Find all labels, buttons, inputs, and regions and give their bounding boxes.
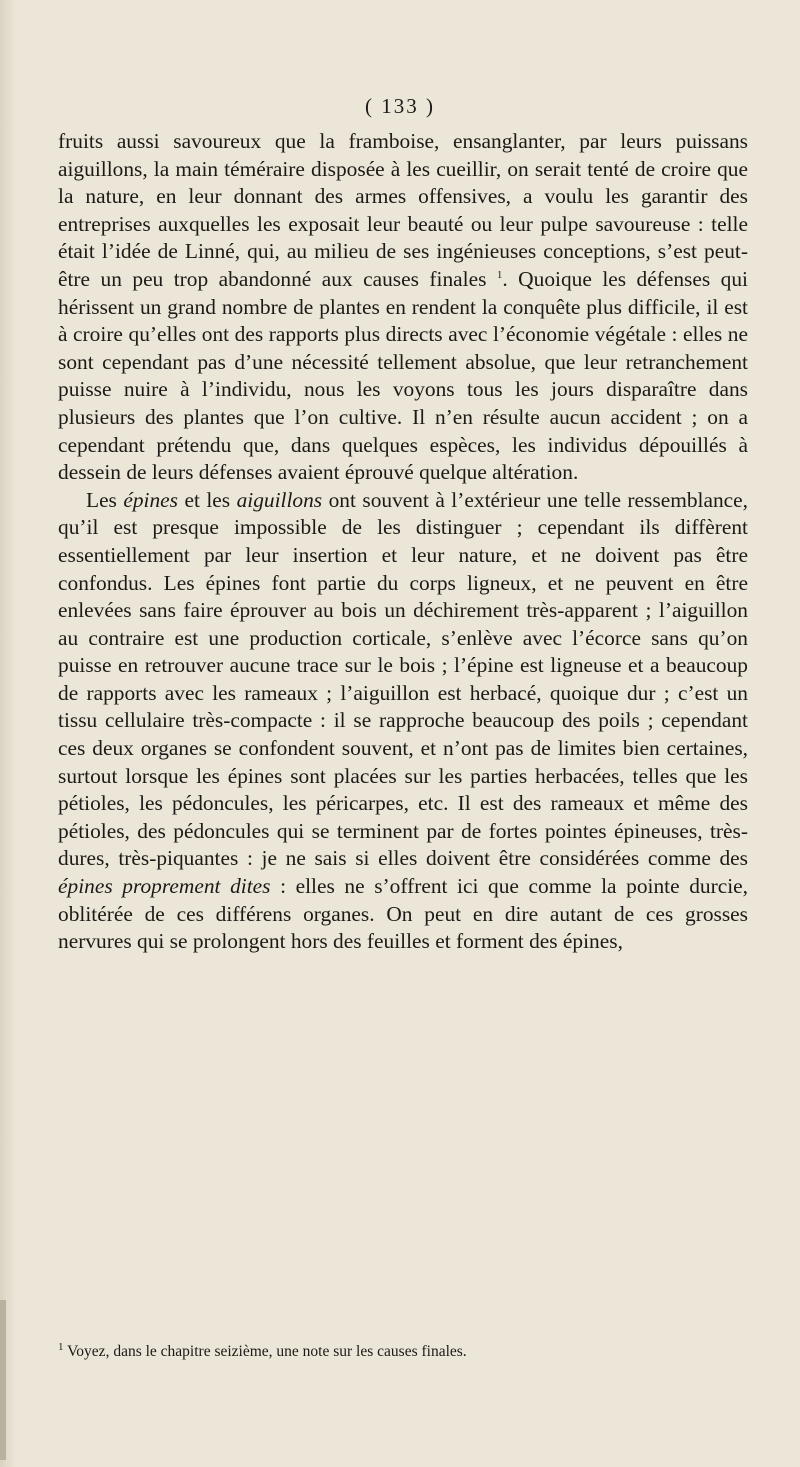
paragraph-2-text-d: : elles ne s’offrent ici que comme la pointe durcie, oblitérée de ces différens organes. On peut en dire autant de ces grosses nervures qui se prolongent hors des feuilles et forment des épines,: [58, 874, 748, 954]
footnote-text: Voyez, dans le chapitre seizième, une note sur les causes finales.: [67, 1343, 467, 1360]
footnote-reference: 1: [496, 268, 503, 281]
body-text: [58, 128, 748, 956]
footnote-marker: 1: [58, 1340, 64, 1353]
paragraph-2-text-b: et les: [178, 487, 237, 512]
footnote: [58, 1342, 748, 1362]
binding-mark: [0, 1300, 6, 1460]
page-number: ( 133 ): [365, 94, 435, 118]
paragraph-1-text: fruits aussi savoureux que la framboise, ensanglanter, par leurs puissans aiguillons, la main téméraire disposée à les cueillir, on serait tenté de croire que la nature, en leur donnant des armes offensives, a voulu les garantir des entreprises auxquelles les exposait leur beauté ou leur pulpe savoureuse : telle était l’idée de Linné, qui, au milieu de ses ingénieuses conceptions, s’est peut-être un peu trop abandonné aux causes finales: [58, 129, 748, 291]
term-epines-proprement-dites: épines proprement dites: [58, 874, 271, 899]
paragraph-1: [58, 128, 748, 487]
term-aiguillons: aiguillons: [236, 487, 323, 512]
paragraph-2-text-a: Les: [86, 487, 124, 512]
paragraph-2-text-c: ont souvent à l’extérieur une telle ressemblance, qu’il est presque impossible de les distinguer ; cependant ils diffèrent essentiellement par leur insertion et leur nature, et ne doivent pas être confondus. Les épines font partie du corps ligneux, et ne peuvent en être enlevées sans faire éprouver au bois un déchirement très-apparent ; l’aiguillon au contraire est une production corticale, s’enlève avec l’écorce sans qu’on puisse en retrouver aucune trace sur le bois ; l’épine est ligneuse et a beaucoup de rapports avec les rameaux ; l’aiguillon est herbacé, quoique dur ; c’est un tissu cellulaire très-compacte : il se rapproche beaucoup des poils ; cependant ces deux organes se confondent souvent, et n’ont pas de limites bien certaines, surtout lorsque les épines sont placées sur les parties herbacées, telles que les pétioles, les pédoncules, les péricarpes, etc. Il est des rameaux et même des pétioles, des pédoncules qui se terminent par de fortes pointes épineuses, très-dures, très-piquantes : je ne sais si elles doivent être considérées comme des: [58, 487, 748, 871]
term-epines: épines: [123, 487, 178, 512]
page-edge: [0, 0, 16, 1467]
paragraph-1-text-continued: . Quoique les défenses qui hérissent un grand nombre de plantes en rendent la conquête plus difficile, il est à croire qu’elles ont des rapports plus directs avec l’économie végétale : elles ne sont cependant pas d’une nécessité tellement absolue, que leur retranchement puisse nuire à l’individu, nous les voyons tous les jours disparaître dans plusieurs des plantes que l’on cultive. Il n’en résulte aucun accident ; on a cependant prétendu que, dans quelques espèces, les individus dépouillés à dessein de leurs défenses avaient éprouvé quelque altération.: [58, 266, 748, 485]
paragraph-2: [58, 487, 748, 956]
